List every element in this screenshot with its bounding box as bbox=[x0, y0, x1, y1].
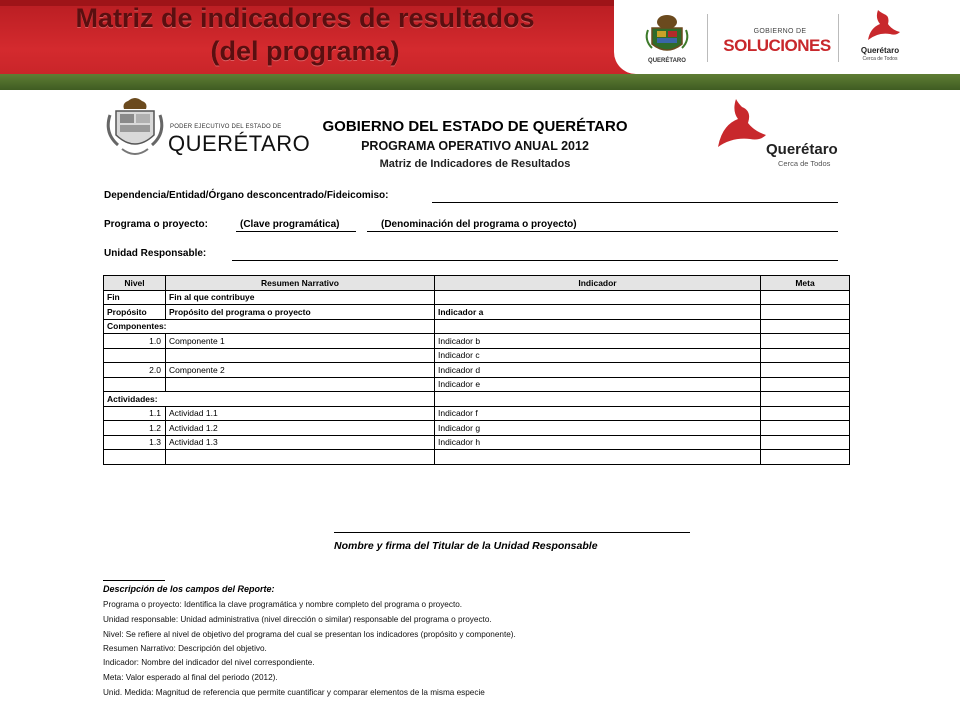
table-row bbox=[104, 348, 850, 363]
description-item: Programa o proyecto: Identifica la clave programática y nombre completo del programa o proyecto. bbox=[103, 600, 463, 609]
table-row bbox=[104, 406, 850, 421]
table-header-row bbox=[104, 276, 850, 291]
description-title: Descripción de los campos del Reporte: bbox=[103, 584, 275, 594]
state-coat-of-arms-logo bbox=[640, 12, 694, 66]
cell-indicador bbox=[435, 450, 761, 465]
cell-meta bbox=[761, 363, 850, 378]
cell-indicador: Indicador e bbox=[435, 377, 761, 392]
document-matrix-title: Matriz de Indicadores de Resultados bbox=[379, 158, 571, 170]
cell-meta bbox=[761, 377, 850, 392]
description-item: Unidad responsable: Unidad administrativa (nivel dirección o similar) responsable del programa o proyecto. bbox=[103, 615, 492, 624]
queretaro-figure-icon bbox=[710, 97, 770, 169]
clave-line bbox=[236, 231, 356, 232]
cell-nivel: 1.3 bbox=[104, 435, 166, 450]
logo-separator bbox=[707, 14, 708, 62]
description-rule bbox=[103, 580, 165, 581]
table-row bbox=[104, 421, 850, 436]
cell-indicador: Indicador d bbox=[435, 363, 761, 378]
field-unidad-label: Unidad Responsable: bbox=[104, 248, 207, 259]
slide-title bbox=[0, 2, 610, 68]
cell-section-componentes: Componentes: bbox=[104, 319, 435, 334]
cell-nivel: Fin bbox=[104, 290, 166, 305]
denominacion-label: (Denominación del programa o proyecto) bbox=[381, 219, 577, 230]
table-row bbox=[104, 435, 850, 450]
qro-brand-text: Querétaro bbox=[860, 46, 900, 55]
cell-resumen bbox=[166, 348, 435, 363]
gobierno-de-label: GOBIERNO DE bbox=[753, 28, 807, 35]
table-row bbox=[104, 334, 850, 349]
cell-resumen: Componente 1 bbox=[166, 334, 435, 349]
cell-indicador: Indicador b bbox=[435, 334, 761, 349]
cell-resumen: Actividad 1.3 bbox=[166, 435, 435, 450]
table-row bbox=[104, 363, 850, 378]
coat-caption: QUERÉTARO bbox=[648, 58, 686, 64]
cell-indicador bbox=[435, 392, 761, 407]
cell-meta bbox=[761, 406, 850, 421]
col-header-nivel: Nivel bbox=[104, 276, 166, 291]
cell-indicador: Indicador h bbox=[435, 435, 761, 450]
cell-resumen: Fin al que contribuye bbox=[166, 290, 435, 305]
cell-meta bbox=[761, 319, 850, 334]
cell-meta bbox=[761, 392, 850, 407]
cell-nivel: Propósito bbox=[104, 305, 166, 320]
cell-meta bbox=[761, 435, 850, 450]
description-item: Resumen Narrativo: Descripción del objetivo. bbox=[103, 644, 267, 653]
cell-meta bbox=[761, 421, 850, 436]
state-shield-logo bbox=[106, 97, 164, 165]
table-row bbox=[104, 450, 850, 465]
cell-meta bbox=[761, 348, 850, 363]
cell-nivel bbox=[104, 348, 166, 363]
table-row-section bbox=[104, 319, 850, 334]
description-item: Nivel: Se refiere al nivel de objetivo del programa del cual se presentan los indicadores (propósito y componente). bbox=[103, 630, 516, 639]
queretaro-figure-icon bbox=[858, 8, 902, 48]
cell-resumen: Actividad 1.1 bbox=[166, 406, 435, 421]
cell-nivel: 1.2 bbox=[104, 421, 166, 436]
cell-indicador bbox=[435, 290, 761, 305]
clave-programatica-label: (Clave programática) bbox=[240, 219, 340, 230]
cell-nivel bbox=[104, 377, 166, 392]
cell-meta bbox=[761, 305, 850, 320]
queretaro-brand-logo bbox=[858, 8, 902, 66]
qro-tagline-text: Cerca de Todos bbox=[862, 56, 898, 62]
cell-nivel bbox=[104, 450, 166, 465]
indicators-matrix-table bbox=[103, 275, 850, 465]
cell-resumen bbox=[166, 377, 435, 392]
cell-indicador: Indicador g bbox=[435, 421, 761, 436]
logo-separator-2 bbox=[838, 14, 839, 62]
description-item: Meta: Valor esperado al final del periodo (2012). bbox=[103, 673, 278, 682]
cell-meta bbox=[761, 450, 850, 465]
cell-indicador: Indicador c bbox=[435, 348, 761, 363]
table-row bbox=[104, 290, 850, 305]
signature-label: Nombre y firma del Titular de la Unidad Responsable bbox=[334, 540, 598, 552]
col-header-meta: Meta bbox=[761, 276, 850, 291]
col-header-indicador: Indicador bbox=[435, 276, 761, 291]
document-heading: GOBIERNO DEL ESTADO DE QUERÉTARO bbox=[322, 118, 628, 135]
table-row bbox=[104, 305, 850, 320]
description-item: Unid. Medida: Magnitud de referencia que permite cuantificar y comparar elementos de la misma especie bbox=[103, 688, 485, 697]
slide-title-line1: Matriz de indicadores de resultados bbox=[75, 3, 535, 33]
coat-of-arms-icon bbox=[640, 12, 694, 58]
description-item: Indicador: Nombre del indicador del nivel correspondiente. bbox=[103, 658, 315, 667]
cell-resumen: Componente 2 bbox=[166, 363, 435, 378]
cell-resumen: Propósito del programa o proyecto bbox=[166, 305, 435, 320]
cell-indicador bbox=[435, 319, 761, 334]
denominacion-line bbox=[367, 231, 838, 232]
field-programa-label: Programa o proyecto: bbox=[104, 219, 208, 230]
cell-meta bbox=[761, 290, 850, 305]
cell-nivel: 2.0 bbox=[104, 363, 166, 378]
cell-resumen: Actividad 1.2 bbox=[166, 421, 435, 436]
document-subheading: PROGRAMA OPERATIVO ANUAL 2012 bbox=[361, 139, 589, 153]
cell-indicador: Indicador f bbox=[435, 406, 761, 421]
shield-icon bbox=[106, 97, 164, 165]
signature-line bbox=[334, 532, 690, 533]
queretaro-right-logo bbox=[710, 97, 844, 169]
right-logo-brand: Querétaro bbox=[766, 141, 838, 158]
soluciones-logo: SOLUCIONES bbox=[723, 36, 831, 55]
cell-nivel: 1.1 bbox=[104, 406, 166, 421]
cell-meta bbox=[761, 334, 850, 349]
queretaro-wordmark: QUERÉTARO bbox=[168, 131, 311, 156]
table-row-section bbox=[104, 392, 850, 407]
poder-ejecutivo-label: PODER EJECUTIVO DEL ESTADO DE bbox=[170, 124, 282, 130]
banner-green-band bbox=[0, 74, 960, 90]
cell-nivel: 1.0 bbox=[104, 334, 166, 349]
field-dependencia-label: Dependencia/Entidad/Órgano desconcentrado/Fideicomiso: bbox=[104, 190, 389, 201]
cell-indicador: Indicador a bbox=[435, 305, 761, 320]
right-logo-tagline: Cerca de Todos bbox=[778, 159, 831, 168]
table-row bbox=[104, 377, 850, 392]
cell-section-actividades: Actividades: bbox=[104, 392, 435, 407]
cell-resumen bbox=[166, 450, 435, 465]
col-header-resumen: Resumen Narrativo bbox=[166, 276, 435, 291]
field-dependencia-line bbox=[432, 202, 838, 203]
field-unidad-line bbox=[232, 260, 838, 261]
slide-title-line2: (del programa) bbox=[210, 36, 400, 66]
